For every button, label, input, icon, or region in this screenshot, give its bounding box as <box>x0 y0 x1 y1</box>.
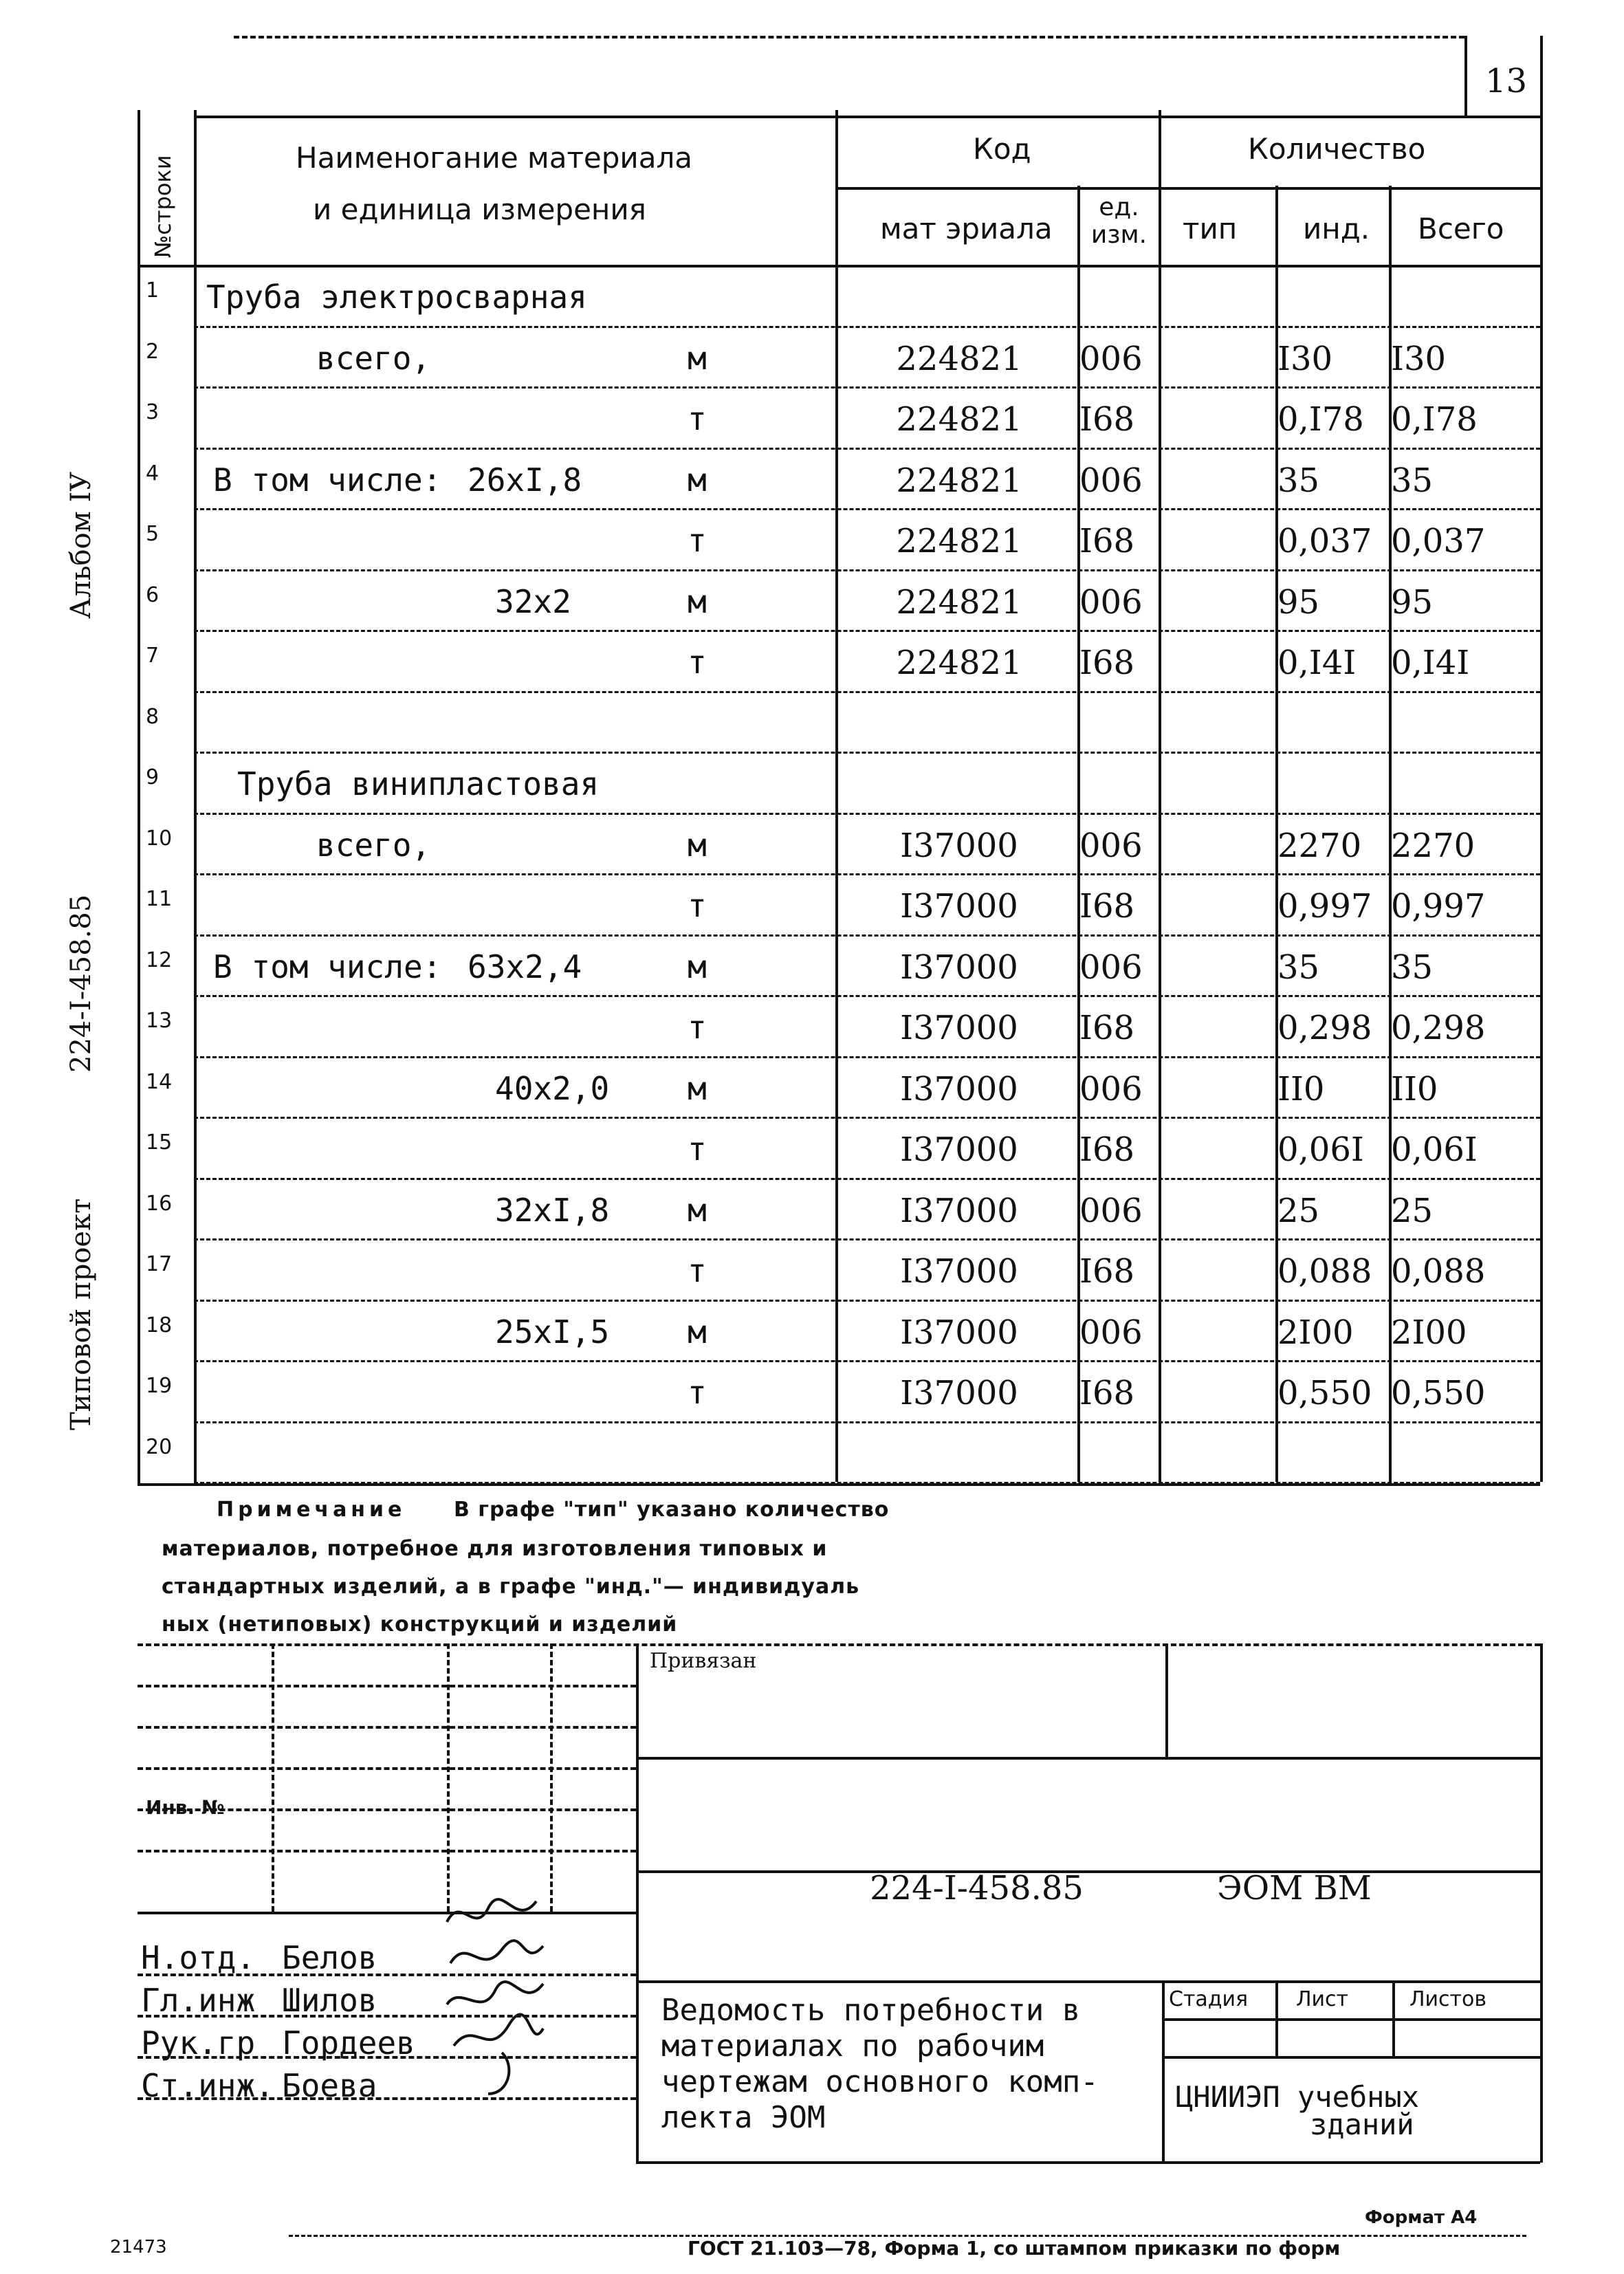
stamp-grid-h1 <box>138 1685 636 1687</box>
row-number: 4 <box>146 461 160 485</box>
row-number: 14 <box>146 1069 173 1094</box>
note-line-3: стандартных изделий, а в графе "инд."— индивидуаль <box>162 1575 860 1599</box>
stamp-title-line-2: материалах по рабочим <box>661 2029 1044 2064</box>
row-code: I37000 <box>900 826 1018 865</box>
col-divider-code <box>835 110 838 1482</box>
margin-album: Альбом IУ <box>65 471 97 619</box>
row-unit: т <box>688 400 707 437</box>
row-qty-total: II0 <box>1391 1069 1438 1108</box>
col-name-header-1: Наименогание материала <box>296 141 693 175</box>
row-unit: т <box>688 522 707 559</box>
row-divider <box>194 630 1540 632</box>
row-qty-total: 25 <box>1391 1191 1434 1230</box>
stamp-stage-div2 <box>1392 1980 1395 2056</box>
row-divider <box>194 326 1540 328</box>
row-name: В том числе: <box>213 948 442 985</box>
header-top <box>194 116 1540 118</box>
row-number: 11 <box>146 887 173 911</box>
note-line-2: материалов, потребное для изготовления типовых и <box>162 1537 828 1561</box>
row-number: 13 <box>146 1009 173 1033</box>
row-unit-code: I68 <box>1079 522 1135 560</box>
header-mid <box>835 187 1540 190</box>
row-code: 224821 <box>896 522 1022 560</box>
row-unit-code: 006 <box>1079 1191 1143 1230</box>
col-num-header: №строки <box>150 155 176 258</box>
row-unit-code: 006 <box>1079 582 1143 622</box>
row-qty-total: 2270 <box>1391 826 1475 865</box>
row-qty-ind: 0,037 <box>1277 522 1372 560</box>
table-bottom <box>138 1483 1540 1486</box>
row-unit-code: 006 <box>1079 948 1143 987</box>
row-number: 5 <box>146 522 160 546</box>
row-unit-code: I68 <box>1079 1009 1135 1047</box>
row-code: I37000 <box>900 948 1018 987</box>
stamp-org-1: ЦНИИЭП учебных <box>1176 2080 1420 2114</box>
stamp-grid-h2 <box>138 1726 636 1729</box>
row-qty-ind: 95 <box>1277 582 1320 622</box>
row-unit-code: 006 <box>1079 461 1143 500</box>
page-number-box-left <box>1464 36 1467 117</box>
row-number: 1 <box>146 278 160 303</box>
row-divider <box>194 813 1540 815</box>
row-unit: м <box>688 1313 707 1351</box>
page-number-box-right <box>1540 36 1543 117</box>
footer-gost: ГОСТ 21.103—78, Форма 1, со штампом приказки по форм <box>688 2237 1341 2260</box>
row-divider <box>194 752 1540 754</box>
row-unit: м <box>688 339 707 377</box>
stamp-stage-bottom <box>1162 2056 1540 2059</box>
row-unit-code: I68 <box>1079 1374 1135 1412</box>
row-divider <box>194 1238 1540 1240</box>
margin-project: Типовой проект <box>65 1198 97 1430</box>
top-border <box>234 36 1464 39</box>
row-qty-ind: 0,088 <box>1277 1252 1372 1291</box>
stamp-sheet: Лист <box>1296 1987 1349 2011</box>
row-qty-ind: 25 <box>1277 1191 1320 1230</box>
row-name: всего, <box>316 826 431 864</box>
row-size: 32xI,8 <box>495 1191 610 1229</box>
row-qty-total: 0,997 <box>1391 887 1486 926</box>
stamp-role: Н.отд. <box>141 1939 256 1976</box>
stamp-person: Шилов <box>282 1982 377 2019</box>
row-number: 6 <box>146 582 160 607</box>
row-size: 25xI,5 <box>495 1313 610 1351</box>
row-unit-code: 006 <box>1079 826 1143 865</box>
row-code: 224821 <box>896 400 1022 439</box>
row-qty-ind: 0,550 <box>1277 1374 1372 1412</box>
row-qty-total: 0,037 <box>1391 522 1486 560</box>
row-qty-ind: 0,298 <box>1277 1009 1372 1047</box>
stamp-role: Рук.гр <box>141 2024 256 2062</box>
col-divider-num <box>194 110 197 1482</box>
row-unit: т <box>688 1009 707 1046</box>
row-qty-total: 35 <box>1391 948 1434 987</box>
col-divider-qty <box>1159 110 1161 1482</box>
stamp-title-line-1: Ведомость потребности в <box>661 1993 1081 2028</box>
row-unit-code: I68 <box>1079 400 1135 439</box>
row-divider <box>194 386 1540 389</box>
stamp-org-2: зданий <box>1310 2108 1414 2141</box>
row-qty-ind: 35 <box>1277 461 1320 500</box>
row-qty-ind: 0,I78 <box>1277 400 1364 439</box>
row-divider <box>194 569 1540 571</box>
row-number: 7 <box>146 644 160 668</box>
row-size: 63x2,4 <box>468 948 582 985</box>
stamp-code-top <box>636 1870 1540 1873</box>
col-qty-total-header: Всего <box>1418 212 1504 245</box>
row-qty-ind: 0,997 <box>1277 887 1372 926</box>
stamp-right-border <box>1540 1643 1543 2163</box>
stamp-grid-v2 <box>447 1643 450 1912</box>
row-divider <box>194 1300 1540 1302</box>
row-number: 15 <box>146 1130 173 1155</box>
row-unit: м <box>688 826 707 864</box>
stamp-main-divider <box>636 1643 639 2163</box>
row-name: всего, <box>316 339 431 377</box>
row-number: 2 <box>146 339 160 364</box>
stamp-person: Белов <box>282 1939 377 1976</box>
col-code-header: Код <box>973 132 1031 166</box>
col-code-unit-header: ед. изм. <box>1090 193 1148 249</box>
row-qty-total: 0,I4I <box>1391 644 1470 682</box>
stamp-doc-mark: ЭОМ ВМ <box>1217 1869 1372 1907</box>
stamp-grid-v3 <box>550 1643 553 1912</box>
row-qty-ind: II0 <box>1277 1069 1325 1108</box>
row-qty-total: 2I00 <box>1391 1313 1467 1352</box>
row-number: 10 <box>146 826 173 851</box>
stamp-stage: Стадия <box>1169 1987 1249 2011</box>
row-unit: т <box>688 1252 707 1289</box>
row-number: 18 <box>146 1313 173 1337</box>
row-code: I37000 <box>900 1130 1018 1169</box>
stamp-person: Боева <box>282 2067 377 2104</box>
row-number: 12 <box>146 948 173 972</box>
col-name-header-2: и единица измерения <box>313 193 646 226</box>
row-code: 224821 <box>896 644 1022 682</box>
row-qty-total: 0,I78 <box>1391 400 1478 439</box>
row-unit: м <box>688 948 707 985</box>
row-qty-total: 0,06I <box>1391 1130 1478 1169</box>
row-qty-ind: I30 <box>1277 339 1333 378</box>
table-right-border <box>1540 117 1543 1482</box>
footer-inv: 21473 <box>110 2237 167 2257</box>
row-unit-code: I68 <box>1079 1130 1135 1169</box>
footer-format: Формат А4 <box>1365 2207 1478 2228</box>
note-line-1: В графе "тип" указано количество <box>454 1498 890 1522</box>
stamp-title-divider <box>1162 1980 1165 2163</box>
row-unit-code: I68 <box>1079 644 1135 682</box>
row-unit: м <box>688 582 707 620</box>
row-qty-total: 0,550 <box>1391 1374 1486 1412</box>
row-unit: т <box>688 1130 707 1168</box>
row-code: 224821 <box>896 461 1022 500</box>
row-unit: м <box>688 461 707 499</box>
page-number: 13 <box>1485 62 1528 100</box>
margin-code: 224-I-458.85 <box>65 894 97 1073</box>
col-qty-ind-header: инд. <box>1303 212 1370 245</box>
row-divider <box>194 1056 1540 1058</box>
row-unit-code: 006 <box>1079 1069 1143 1108</box>
row-qty-total: I30 <box>1391 339 1447 378</box>
note-label: Примечание <box>217 1498 406 1522</box>
row-divider <box>194 1360 1540 1362</box>
stamp-grid-h3 <box>138 1767 636 1770</box>
row-unit-code: I68 <box>1079 1252 1135 1291</box>
row-code: I37000 <box>900 887 1018 926</box>
row-code: I37000 <box>900 1374 1018 1412</box>
row-number: 9 <box>146 765 160 789</box>
row-divider <box>194 873 1540 875</box>
stamp-inv-no: Инв. № <box>146 1796 225 1819</box>
row-qty-ind: 35 <box>1277 948 1320 987</box>
row-unit: м <box>688 1069 707 1107</box>
row-unit: т <box>688 887 707 924</box>
row-number: 3 <box>146 400 160 424</box>
row-unit-code: 006 <box>1079 1313 1143 1352</box>
row-code: 224821 <box>896 582 1022 622</box>
row-name: В том числе: <box>213 461 442 499</box>
stamp-role: Гл.инж <box>141 1982 256 2019</box>
stamp-doc-code: 224-I-458.85 <box>870 1869 1084 1907</box>
table-left-border <box>138 110 140 1485</box>
row-number: 8 <box>146 704 160 729</box>
row-qty-ind: 0,06I <box>1277 1130 1364 1169</box>
stamp-title-line-3: чертежам основного комп- <box>661 2064 1099 2099</box>
stamp-grid-v1 <box>272 1643 274 1912</box>
row-qty-total: 35 <box>1391 461 1434 500</box>
row-code: 224821 <box>896 339 1022 378</box>
row-unit-code: I68 <box>1079 887 1135 926</box>
stamp-stage-mid <box>1162 2018 1540 2021</box>
stamp-privyazan-bottom <box>636 1757 1540 1760</box>
row-code: I37000 <box>900 1313 1018 1352</box>
row-divider <box>194 508 1540 510</box>
row-divider <box>194 1421 1540 1423</box>
row-unit: м <box>688 1191 707 1229</box>
row-number: 19 <box>146 1374 173 1398</box>
row-unit: т <box>688 1374 707 1411</box>
stamp-grid-h6 <box>138 1912 636 1914</box>
row-code: I37000 <box>900 1252 1018 1291</box>
row-qty-ind: 0,I4I <box>1277 644 1357 682</box>
row-divider <box>194 448 1540 450</box>
row-divider <box>194 1178 1540 1180</box>
signatures <box>440 1888 550 2114</box>
stamp-grid-h5 <box>138 1850 636 1852</box>
stamp-title-line-4: лекта ЭОМ <box>661 2100 826 2135</box>
row-qty-total: 95 <box>1391 582 1434 622</box>
row-size: 32x2 <box>495 582 571 620</box>
row-number: 17 <box>146 1252 173 1276</box>
stamp-sheets: Листов <box>1409 1987 1487 2011</box>
row-code: I37000 <box>900 1009 1018 1047</box>
row-number: 16 <box>146 1191 173 1216</box>
row-divider <box>194 691 1540 693</box>
row-code: I37000 <box>900 1069 1018 1108</box>
row-name: Труба винипластовая <box>237 765 600 802</box>
row-number: 20 <box>146 1434 173 1459</box>
row-qty-ind: 2I00 <box>1277 1313 1354 1352</box>
row-qty-total: 0,298 <box>1391 1009 1486 1047</box>
stamp-code-bottom <box>636 1980 1540 1983</box>
row-divider <box>194 934 1540 937</box>
row-unit-code: 006 <box>1079 339 1143 378</box>
stamp-stage-div1 <box>1275 1980 1278 2056</box>
note-line-4: ных (нетиповых) конструкций и изделий <box>162 1612 678 1637</box>
stamp-top <box>138 1643 1540 1646</box>
col-qty-type-header: тип <box>1183 212 1238 245</box>
stamp-person: Гордеев <box>282 2024 415 2062</box>
row-code: I37000 <box>900 1191 1018 1230</box>
row-qty-total: 0,088 <box>1391 1252 1486 1291</box>
stamp-privyazan-divider <box>1165 1643 1168 1757</box>
stamp-bottom <box>636 2161 1540 2164</box>
col-code-material-header: мат эриала <box>880 212 1053 245</box>
stamp-privyazan: Привязан <box>650 1649 757 1673</box>
row-unit: т <box>688 644 707 681</box>
col-qty-header: Количество <box>1248 132 1426 166</box>
row-size: 40x2,0 <box>495 1069 610 1107</box>
row-divider <box>194 995 1540 997</box>
stamp-role: Ст.инж. <box>141 2067 274 2104</box>
stamp-title <box>661 1993 1099 2136</box>
row-divider <box>194 1117 1540 1119</box>
header-bottom <box>138 265 1540 267</box>
row-name: Труба электросварная <box>206 278 587 316</box>
row-qty-ind: 2270 <box>1277 826 1362 865</box>
footer-line <box>289 2235 1526 2237</box>
row-size: 26xI,8 <box>468 461 582 499</box>
